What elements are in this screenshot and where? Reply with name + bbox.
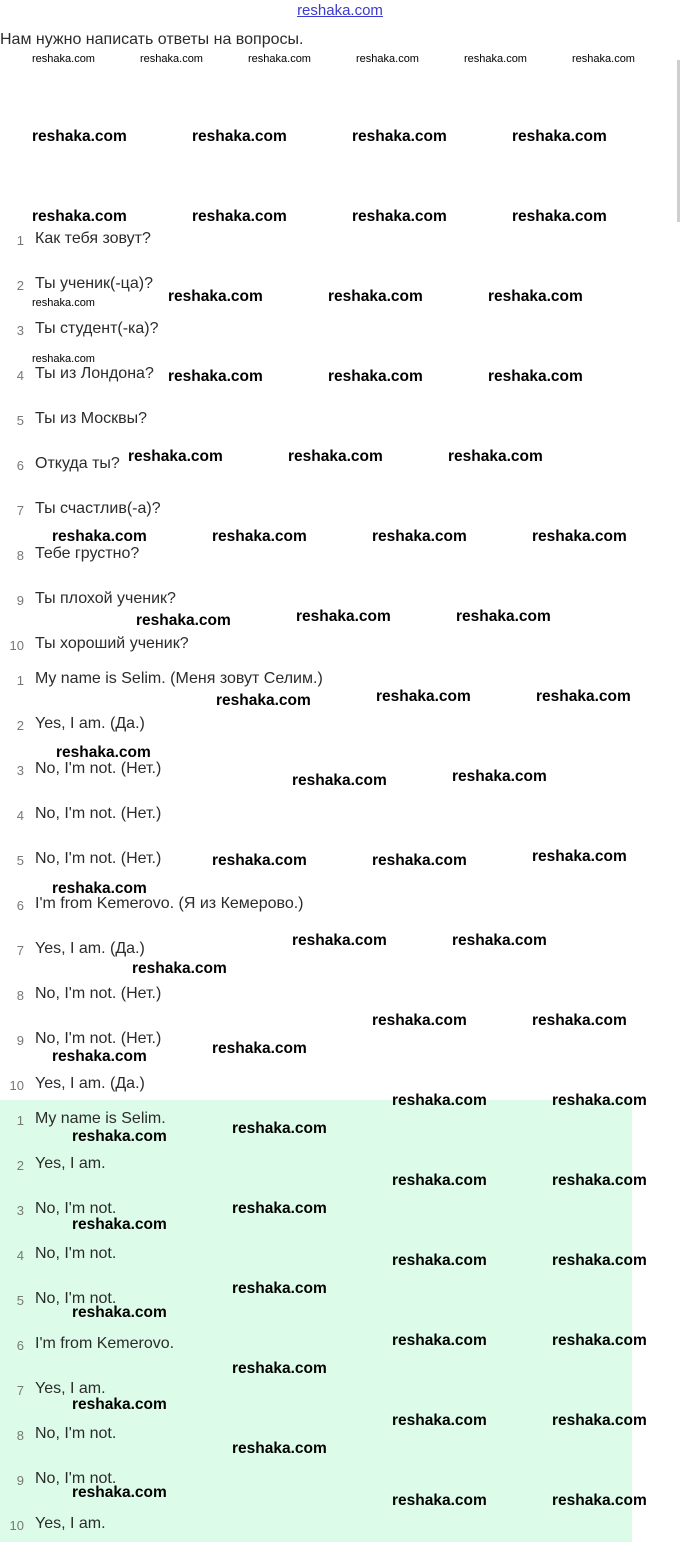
watermark: reshaka.com [392,1332,487,1349]
final-answer-text: No, I'm not. [35,1290,117,1307]
watermark: reshaka.com [296,608,391,625]
site-link[interactable]: reshaka.com [297,2,383,19]
final-answer-number: 6 [16,1338,24,1353]
watermark: reshaka.com [32,353,95,365]
final-answer-number: 3 [16,1203,24,1218]
watermark: reshaka.com [232,1120,327,1137]
final-answer-number: 10 [9,1518,24,1533]
question-number: 7 [16,503,24,518]
watermark: reshaka.com [192,208,287,225]
watermark: reshaka.com [192,128,287,145]
watermark: reshaka.com [372,852,467,869]
watermark: reshaka.com [212,1040,307,1057]
question-text: Откуда ты? [35,455,120,472]
final-answer-text: Yes, I am. [35,1515,106,1532]
watermark: reshaka.com [168,288,263,305]
watermark: reshaka.com [532,1012,627,1029]
final-answer-number: 9 [16,1473,24,1488]
watermark: reshaka.com [232,1360,327,1377]
watermark: reshaka.com [72,1128,167,1145]
watermark: reshaka.com [328,288,423,305]
intro-text: Нам нужно написать ответы на вопросы. [0,31,304,48]
question-text: Ты хороший ученик? [35,635,189,652]
watermark: reshaka.com [372,1012,467,1029]
question-number: 5 [16,413,24,428]
watermark: reshaka.com [448,448,543,465]
watermark: reshaka.com [392,1092,487,1109]
question-number: 1 [16,233,24,248]
final-answer-text: Yes, I am. [35,1380,106,1397]
question-text: Ты плохой ученик? [35,590,176,607]
final-answer-text: Yes, I am. [35,1155,106,1172]
question-text: Ты счастлив(-а)? [35,500,161,517]
translated-answer-number: 6 [16,898,24,913]
watermark: reshaka.com [52,880,147,897]
watermark: reshaka.com [32,297,95,309]
final-answer-number: 5 [16,1293,24,1308]
translated-answer-number: 8 [16,988,24,1003]
watermark: reshaka.com [512,128,607,145]
final-answer-text: My name is Selim. [35,1110,166,1127]
watermark: reshaka.com [352,208,447,225]
translated-answer-number: 7 [16,943,24,958]
translated-answer-number: 2 [16,718,24,733]
watermark: reshaka.com [488,288,583,305]
watermark: reshaka.com [168,368,263,385]
translated-answer-number: 10 [9,1078,24,1093]
watermark: reshaka.com [392,1252,487,1269]
question-number: 8 [16,548,24,563]
watermark: reshaka.com [356,53,419,65]
watermark: reshaka.com [212,852,307,869]
final-answer-number: 8 [16,1428,24,1443]
watermark: reshaka.com [552,1332,647,1349]
question-text: Тебе грустно? [35,545,140,562]
final-answer-text: No, I'm not. [35,1200,117,1217]
watermark: reshaka.com [532,848,627,865]
watermark: reshaka.com [52,528,147,545]
translated-answer-number: 1 [16,673,24,688]
watermark: reshaka.com [512,208,607,225]
final-answer-number: 1 [16,1113,24,1128]
question-text: Как тебя зовут? [35,230,151,247]
watermark: reshaka.com [32,208,127,225]
watermark: reshaka.com [288,448,383,465]
watermark: reshaka.com [140,53,203,65]
watermark: reshaka.com [452,932,547,949]
watermark: reshaka.com [212,528,307,545]
watermark: reshaka.com [392,1172,487,1189]
watermark: reshaka.com [292,772,387,789]
watermark: reshaka.com [132,960,227,977]
watermark: reshaka.com [32,53,95,65]
translated-answer-text: I'm from Kemerovo. (Я из Кемерово.) [35,895,304,912]
watermark: reshaka.com [248,53,311,65]
question-number: 10 [9,638,24,653]
translated-answer-text: Yes, I am. (Да.) [35,940,145,957]
translated-answer-number: 3 [16,763,24,778]
question-number: 3 [16,323,24,338]
watermark: reshaka.com [552,1252,647,1269]
translated-answer-text: No, I'm not. (Нет.) [35,850,162,867]
watermark: reshaka.com [32,128,127,145]
watermark: reshaka.com [232,1440,327,1457]
watermark: reshaka.com [392,1492,487,1509]
watermark: reshaka.com [72,1216,167,1233]
translated-answer-text: No, I'm not. (Нет.) [35,760,162,777]
question-text: Ты из Лондона? [35,365,154,382]
watermark: reshaka.com [52,1048,147,1065]
watermark: reshaka.com [552,1092,647,1109]
final-answer-text: No, I'm not. [35,1470,117,1487]
final-answer-text: No, I'm not. [35,1425,117,1442]
final-answer-number: 7 [16,1383,24,1398]
watermark: reshaka.com [56,744,151,761]
watermark: reshaka.com [232,1280,327,1297]
translated-answer-text: Yes, I am. (Да.) [35,715,145,732]
final-answer-number: 4 [16,1248,24,1263]
question-text: Ты ученик(-ца)? [35,275,153,292]
watermark: reshaka.com [292,932,387,949]
translated-answer-text: No, I'm not. (Нет.) [35,1030,162,1047]
watermark: reshaka.com [72,1396,167,1413]
translated-answer-number: 4 [16,808,24,823]
watermark: reshaka.com [128,448,223,465]
question-text: Ты из Москвы? [35,410,148,427]
watermark: reshaka.com [392,1412,487,1429]
watermark: reshaka.com [232,1200,327,1217]
translated-answer-text: My name is Selim. (Меня зовут Селим.) [35,670,323,687]
watermark: reshaka.com [372,528,467,545]
watermark: reshaka.com [552,1172,647,1189]
watermark: reshaka.com [72,1484,167,1501]
question-text: Ты студент(-ка)? [35,320,159,337]
translated-answer-number: 9 [16,1033,24,1048]
watermark: reshaka.com [352,128,447,145]
watermark: reshaka.com [488,368,583,385]
final-answer-text: I'm from Kemerovo. [35,1335,175,1352]
watermark: reshaka.com [456,608,551,625]
watermark: reshaka.com [72,1304,167,1321]
watermark: reshaka.com [552,1492,647,1509]
final-answer-text: No, I'm not. [35,1245,117,1262]
question-number: 2 [16,278,24,293]
question-number: 9 [16,593,24,608]
watermark: reshaka.com [572,53,635,65]
translated-answer-number: 5 [16,853,24,868]
translated-answer-text: No, I'm not. (Нет.) [35,805,162,822]
watermark: reshaka.com [532,528,627,545]
watermark: reshaka.com [464,53,527,65]
translated-answer-text: Yes, I am. (Да.) [35,1075,145,1092]
question-number: 4 [16,368,24,383]
watermark: reshaka.com [552,1412,647,1429]
watermark: reshaka.com [376,688,471,705]
watermark: reshaka.com [536,688,631,705]
translated-answer-text: No, I'm not. (Нет.) [35,985,162,1002]
question-number: 6 [16,458,24,473]
watermark: reshaka.com [452,768,547,785]
watermark: reshaka.com [328,368,423,385]
watermark: reshaka.com [136,612,231,629]
watermark: reshaka.com [216,692,311,709]
final-answer-number: 2 [16,1158,24,1173]
